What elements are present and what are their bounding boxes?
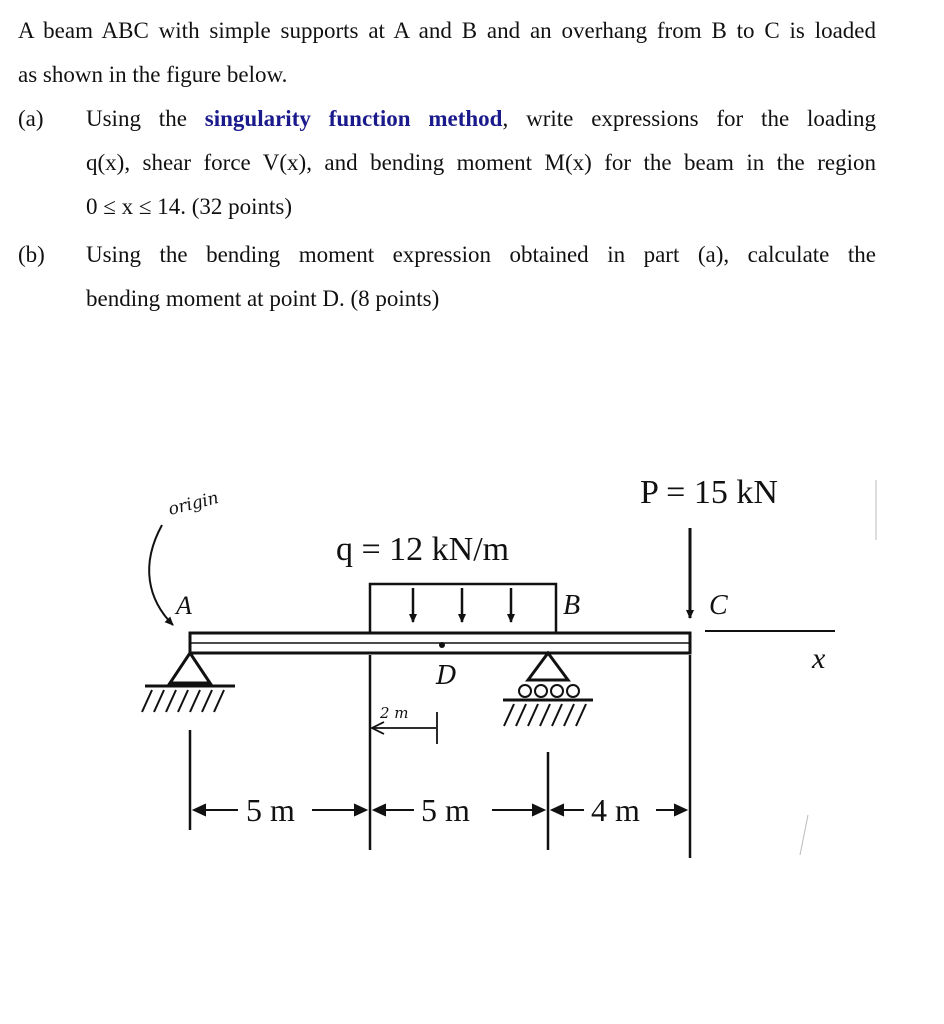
dim-second-label: 5 m: [421, 792, 470, 828]
dim-third-label: 4 m: [591, 792, 640, 828]
part-b-line-2: bending moment at point D. (8 points): [86, 286, 440, 311]
part-a-pre: Using the: [86, 106, 187, 131]
roller-support-b: [503, 653, 593, 726]
label-b: B: [563, 590, 581, 621]
part-a-line-2: q(x), shear force V(x), and bending moment M(x) for the beam in the region: [86, 150, 876, 175]
intro-line-2: as shown in the figure below.: [18, 62, 288, 87]
intro-line-1: A beam ABC with simple supports at A and B and an overhang from B to C is loaded: [18, 18, 876, 43]
part-b-label: (b): [18, 242, 45, 267]
part-a-line-3: 0 ≤ x ≤ 14. (32 points): [86, 194, 293, 219]
pin-support-a: [142, 653, 235, 712]
point-d-marker: [439, 642, 445, 648]
part-a-label: (a): [18, 106, 44, 131]
origin-arrow: [149, 525, 173, 625]
label-d: D: [436, 661, 457, 691]
part-b-line-1: Using the bending moment expression obtained in part (a), calculate the: [86, 242, 876, 267]
dim-first-label: 5 m: [246, 792, 295, 828]
distributed-load: [370, 584, 556, 633]
dim-d-offset-label: 2 m: [380, 704, 409, 722]
label-c: C: [709, 590, 728, 621]
distributed-load-label: q = 12 kN/m: [336, 531, 510, 568]
origin-annotation: origin: [166, 488, 221, 520]
point-load-label: P = 15 kN: [640, 474, 778, 511]
scan-mark: [800, 815, 808, 855]
singularity-keyword: singularity function method: [204, 106, 503, 131]
part-a-post: , write expressions for the loading: [502, 106, 877, 131]
x-axis-label: x: [812, 642, 826, 675]
label-a: A: [176, 591, 192, 620]
